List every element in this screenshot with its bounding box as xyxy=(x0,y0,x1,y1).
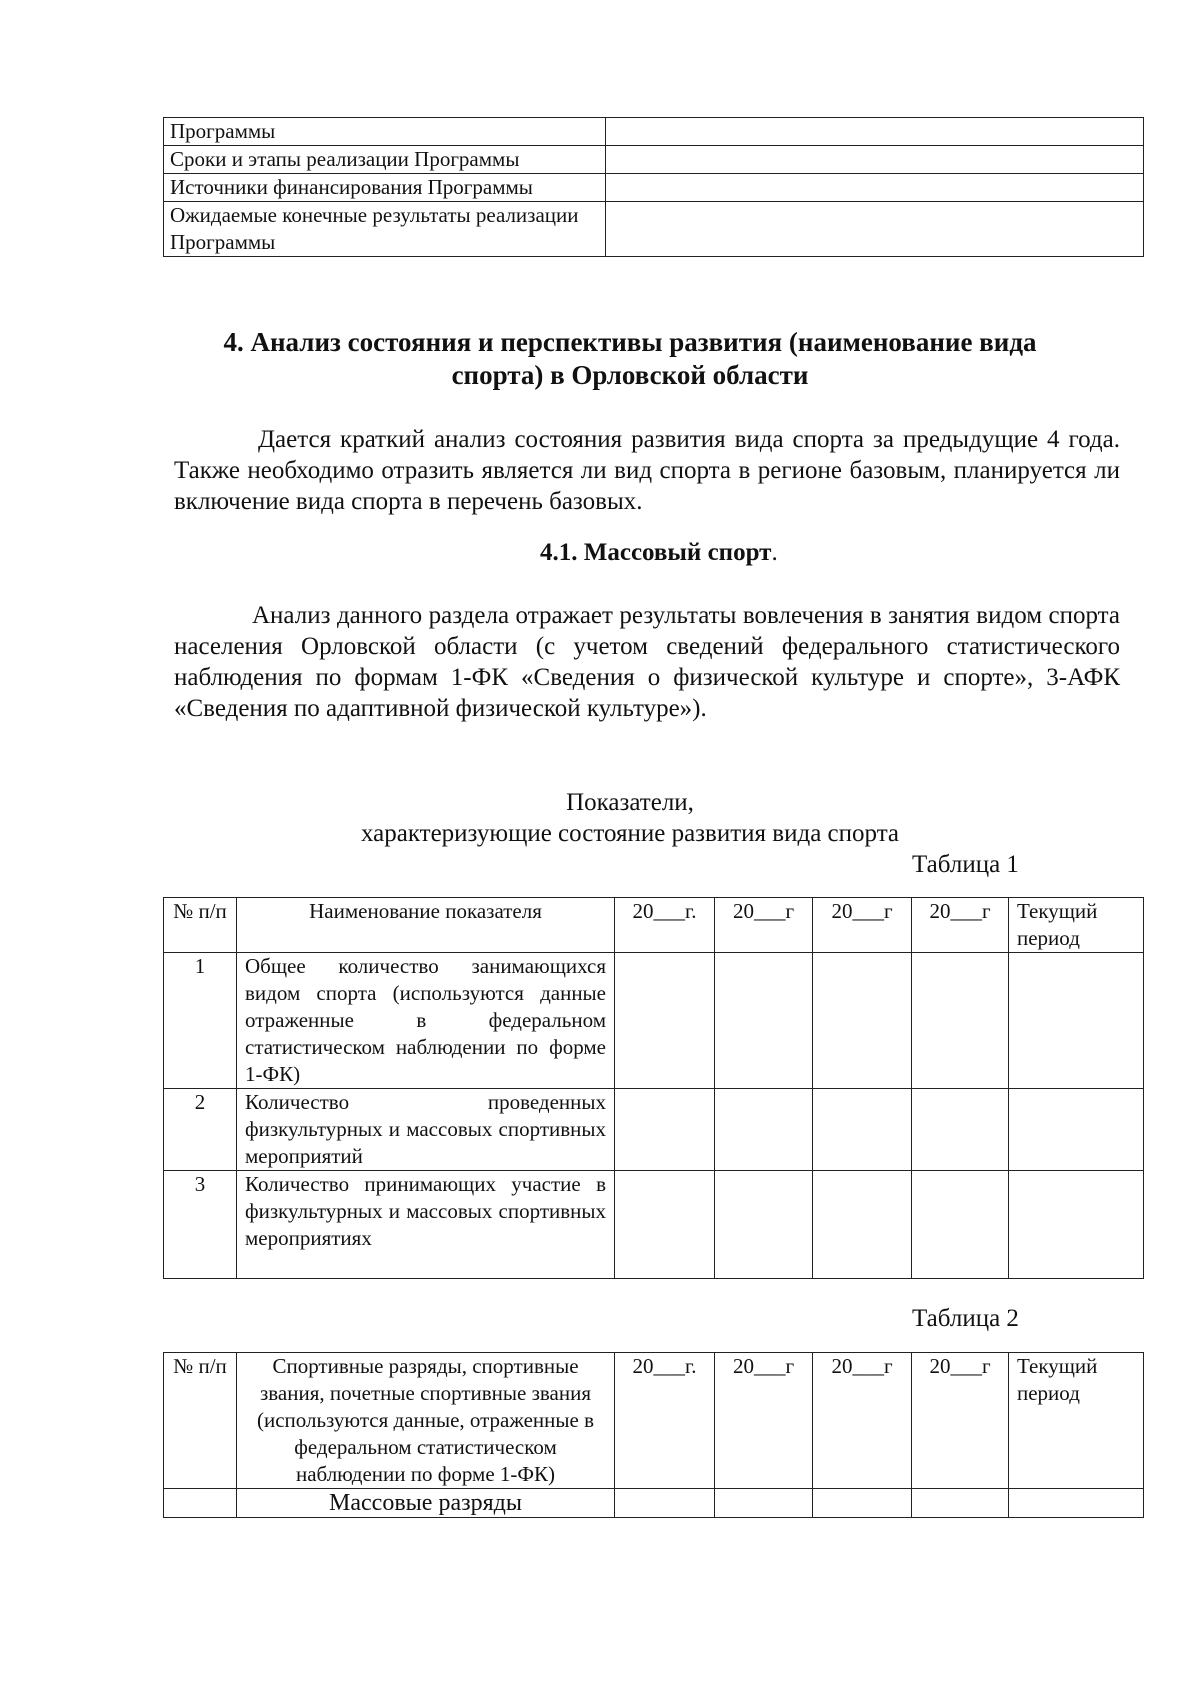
indicators-caption-line2: характеризующие состояние развития вида спорта xyxy=(360,820,900,847)
passport-row xyxy=(164,146,1144,174)
row-cell xyxy=(813,1489,912,1518)
row-cell xyxy=(813,953,912,1089)
row-cell xyxy=(615,1089,715,1171)
table-header-row xyxy=(164,1353,1144,1489)
table-row xyxy=(164,1489,1144,1518)
header-year: 20___г xyxy=(813,1353,912,1489)
row-cell xyxy=(813,1171,912,1279)
header-name: Спортивные разряды, спортивные звания, почетные спортивные звания (используются данные, отраженные в федеральном статистическом наблюдении по форме 1-ФК) xyxy=(237,1353,615,1489)
header-year: 20___г. xyxy=(615,1353,715,1489)
section-4-heading-line2: спорта) в Орловской области xyxy=(451,360,809,390)
header-year: 20___г xyxy=(715,1353,813,1489)
row-cell xyxy=(1009,953,1144,1089)
indicators-table xyxy=(163,897,1144,1279)
section-4-heading xyxy=(140,326,1120,392)
passport-label: Ожидаемые конечные результаты реализации Программы xyxy=(164,202,606,257)
row-cell xyxy=(1009,1489,1144,1518)
row-name: Количество проведенных физкультурных и массовых спортивных мероприятий xyxy=(237,1089,615,1171)
section-4-1-title-suffix: . xyxy=(771,539,778,566)
table-row xyxy=(164,1171,1144,1279)
passport-label: Источники финансирования Программы xyxy=(164,174,606,202)
row-cell xyxy=(912,1489,1009,1518)
section-4-heading-line1: 4. Анализ состояния и перспективы развития (наименование вида xyxy=(223,327,1037,357)
table-row xyxy=(164,1089,1144,1171)
row-cell xyxy=(615,953,715,1089)
table2-label: Таблица 2 xyxy=(912,1305,1019,1332)
header-current: Текущий период xyxy=(1009,1353,1144,1489)
header-num: № п/п xyxy=(164,898,237,953)
passport-row xyxy=(164,118,1144,146)
sports-ranks-table xyxy=(163,1352,1144,1518)
row-cell xyxy=(715,1171,813,1279)
row-num: 3 xyxy=(164,1171,237,1279)
section-4-1-paragraph: Анализ данного раздела отражает результаты вовлечения в занятия видом спорта населения Орловской области (с учетом сведений федерального статистического наблюдения по формам 1-ФК «Сведения о физической культуре и спорте», 3-АФК «Сведения по адаптивной физической культуре»). xyxy=(174,602,1120,722)
row-cell xyxy=(715,953,813,1089)
passport-value xyxy=(606,118,1144,146)
header-year: 20___г xyxy=(912,898,1009,953)
row-num: 1 xyxy=(164,953,237,1089)
row-cell xyxy=(715,1089,813,1171)
passport-row xyxy=(164,202,1144,257)
passport-value xyxy=(606,202,1144,257)
row-num: 2 xyxy=(164,1089,237,1171)
table1-label: Таблица 1 xyxy=(912,851,1019,878)
header-year: 20___г xyxy=(715,898,813,953)
row-cell xyxy=(1009,1171,1144,1279)
row-cell xyxy=(1009,1089,1144,1171)
table-header-row xyxy=(164,898,1144,953)
row-cell xyxy=(615,1489,715,1518)
header-year: 20___г xyxy=(813,898,912,953)
row-name: Количество принимающих участие в физкультурных и массовых спортивных мероприятиях xyxy=(237,1171,615,1279)
row-cell xyxy=(715,1489,813,1518)
header-year: 20___г xyxy=(912,1353,1009,1489)
row-cell xyxy=(813,1089,912,1171)
passport-table xyxy=(163,117,1144,257)
row-cell xyxy=(912,953,1009,1089)
section-4-paragraph: Дается краткий анализ состояния развития вида спорта за предыдущие 4 года. Также необходимо отразить является ли вид спорта в регионе базовым, планируется ли включение вида спорта в перечень базовых. xyxy=(174,426,1120,515)
section-4-1-heading xyxy=(540,537,778,568)
header-num: № п/п xyxy=(164,1353,237,1489)
section-4-1-title: 4.1. Массовый спорт xyxy=(540,539,772,566)
row-name: Общее количество занимающихся видом спорта (используются данные отраженные в федеральном статистическом наблюдении по форме 1-ФК) xyxy=(237,953,615,1089)
header-name: Наименование показателя xyxy=(237,898,615,953)
row-name: Массовые разряды xyxy=(237,1489,615,1518)
header-year: 20___г. xyxy=(615,898,715,953)
passport-label: Программы xyxy=(164,118,606,146)
row-cell xyxy=(912,1089,1009,1171)
passport-value xyxy=(606,146,1144,174)
passport-label: Сроки и этапы реализации Программы xyxy=(164,146,606,174)
row-num xyxy=(164,1489,237,1518)
passport-value xyxy=(606,174,1144,202)
row-cell xyxy=(912,1171,1009,1279)
passport-row xyxy=(164,174,1144,202)
table-row xyxy=(164,953,1144,1089)
indicators-caption-line1: Показатели, xyxy=(566,789,694,816)
header-current: Текущий период xyxy=(1009,898,1144,953)
row-cell xyxy=(615,1171,715,1279)
